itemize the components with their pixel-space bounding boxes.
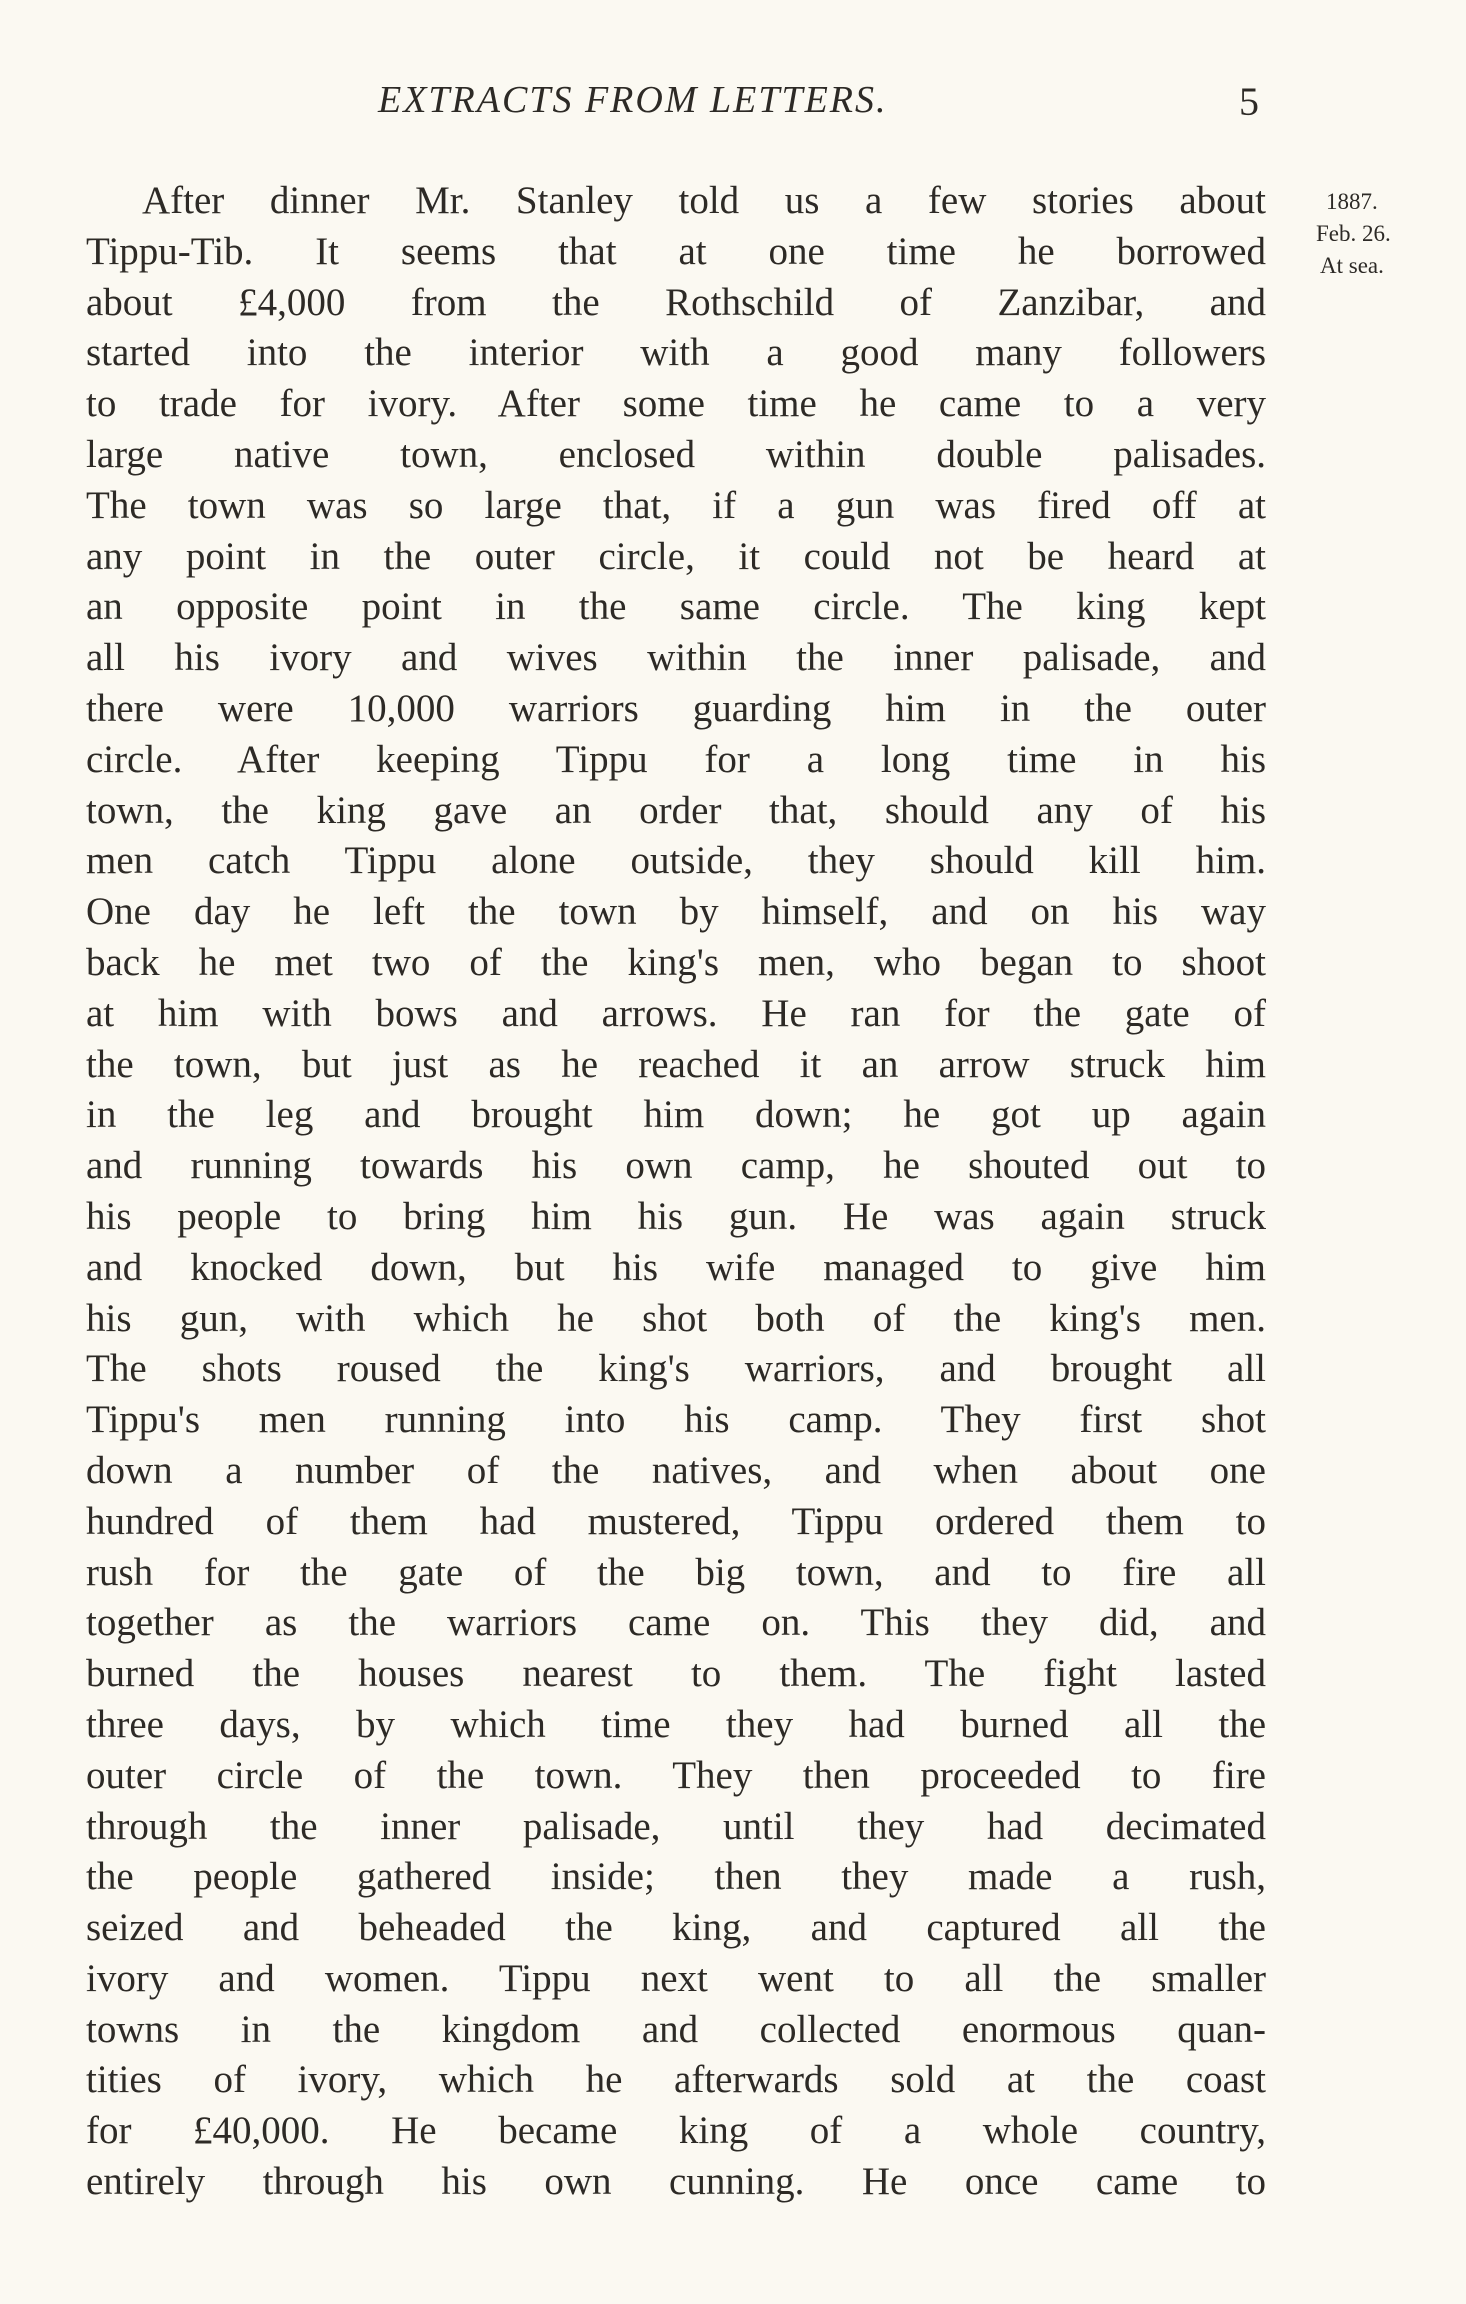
text-line: hundred of them had mustered, Tippu ordered them to (86, 1499, 1266, 1543)
text-line: burned the houses nearest to them. The fight lasted (86, 1652, 1266, 1696)
text-line: ivory and women. Tippu next went to all the smaller (86, 1956, 1266, 2000)
text-line: towns in the kingdom and collected enormous quan- (86, 2007, 1266, 2051)
text-line: through the inner palisade, until they had decimated (86, 1804, 1266, 1848)
text-line: Tippu-Tib. It seems that at one time he borrowed (86, 229, 1266, 273)
text-line: One day he left the town by himself, and on his way (86, 890, 1266, 934)
text-line: for £40,000. He became king of a whole country, (86, 2109, 1266, 2153)
text-line: and knocked down, but his wife managed to give him (86, 1245, 1266, 1289)
text-line: started into the interior with a good many followers (86, 331, 1266, 375)
text-line: to trade for ivory. After some time he came to a very (86, 382, 1266, 426)
text-line: about £4,000 from the Rothschild of Zanzibar, and (86, 280, 1266, 324)
text-line: The shots roused the king's warriors, and brought all (86, 1347, 1266, 1391)
text-line: Tippu's men running into his camp. They first shot (86, 1398, 1266, 1442)
margin-note (1306, 186, 1436, 282)
text-line: After dinner Mr. Stanley told us a few stories about (142, 179, 1266, 222)
text-line: and running towards his own camp, he shouted out to (86, 1144, 1266, 1188)
text-line: rush for the gate of the big town, and to fire all (86, 1550, 1266, 1594)
text-line: circle. After keeping Tippu for a long time in his (86, 737, 1266, 781)
text-line: together as the warriors came on. This they did, and (86, 1601, 1266, 1645)
text-line: outer circle of the town. They then proceeded to fire (86, 1753, 1266, 1797)
text-line: entirely through his own cunning. He once came to (86, 2160, 1266, 2204)
text-line: the people gathered inside; then they made a rush, (86, 1855, 1266, 1899)
body-text (86, 176, 1266, 2208)
text-line: town, the king gave an order that, should any of his (86, 788, 1266, 832)
text-line: any point in the outer circle, it could not be heard at (86, 534, 1266, 578)
margin-note-date: Feb. 26. (1316, 221, 1391, 246)
text-line: down a number of the natives, and when about one (86, 1448, 1266, 1492)
text-line: there were 10,000 warriors guarding him in the outer (86, 686, 1266, 730)
text-line: an opposite point in the same circle. The king kept (86, 585, 1266, 629)
text-line: large native town, enclosed within double palisades. (86, 432, 1266, 476)
page-number: 5 (1239, 79, 1259, 124)
running-title: EXTRACTS FROM LETTERS. (378, 79, 888, 121)
text-line: his people to bring him his gun. He was again struck (86, 1194, 1266, 1238)
text-line: back he met two of the king's men, who began to shoot (86, 940, 1266, 984)
text-line: men catch Tippu alone outside, they should kill him. (86, 839, 1266, 883)
text-line: all his ivory and wives within the inner palisade, and (86, 636, 1266, 680)
text-line: the town, but just as he reached it an arrow struck him (86, 1042, 1266, 1086)
text-line: The town was so large that, if a gun was fired off at (86, 483, 1266, 527)
text-line: tities of ivory, which he afterwards sold at the coast (86, 2058, 1266, 2102)
margin-note-place: At sea. (1320, 253, 1384, 278)
margin-note-year: 1887. (1326, 189, 1378, 214)
text-line: three days, by which time they had burned all the (86, 1702, 1266, 1746)
text-line: in the leg and brought him down; he got up again (86, 1093, 1266, 1137)
text-line: his gun, with which he shot both of the king's men. (86, 1296, 1266, 1340)
text-line: seized and beheaded the king, and captured all the (86, 1906, 1266, 1950)
text-line: at him with bows and arrows. He ran for the gate of (86, 991, 1266, 1035)
